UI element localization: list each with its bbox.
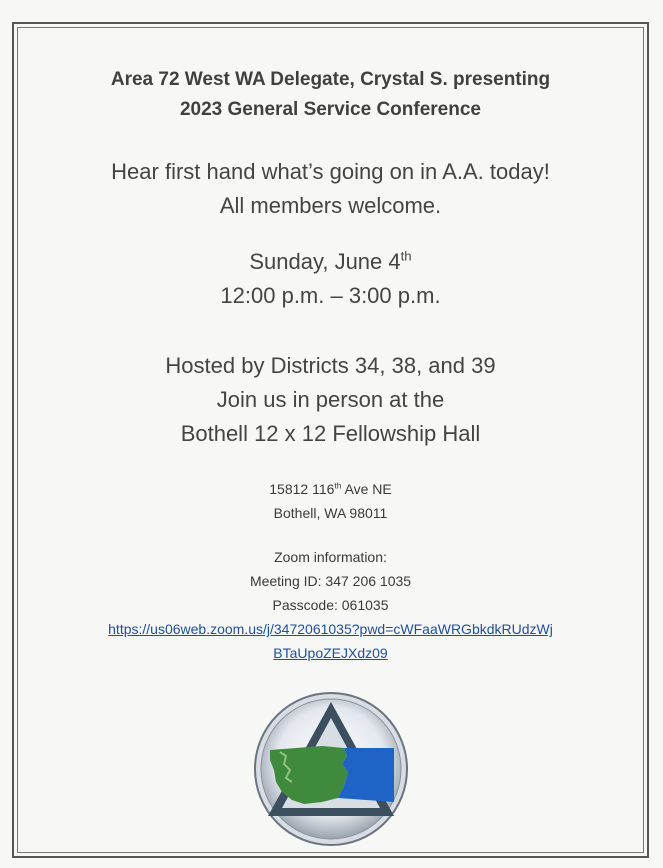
zoom-meeting-id: Meeting ID: 347 206 1035 [249, 573, 412, 589]
address-city: Bothell, WA 98011 [273, 505, 388, 521]
host-info [17, 349, 644, 451]
intro-line-1: Hear first hand what’s going on in A.A. today! [111, 159, 550, 184]
host-line-2: Join us in person at the [216, 387, 445, 412]
title-line-2: 2023 General Service Conference [179, 99, 481, 120]
flyer-content [17, 27, 644, 665]
host-line-1: Hosted by Districts 34, 38, and 39 [165, 353, 496, 378]
zoom-info [17, 545, 644, 665]
zoom-passcode: Passcode: 061035 [272, 597, 389, 613]
address-street [17, 477, 644, 501]
address [17, 477, 644, 525]
event-time: 12:00 p.m. – 3:00 p.m. [220, 283, 441, 308]
event-day: Sunday, June 4 [249, 249, 401, 274]
event-when [17, 245, 644, 313]
zoom-link-line-2[interactable]: BTaUpoZEJXdz09 [273, 645, 388, 661]
washington-map-triangle-logo-icon [252, 690, 410, 848]
intro-line-2: All members welcome. [219, 193, 442, 218]
zoom-link[interactable] [17, 617, 644, 665]
street-rest: Ave NE [341, 481, 392, 497]
street-suffix: th [334, 480, 342, 491]
title-line-1: Area 72 West WA Delegate, Crystal S. presenting [110, 69, 551, 90]
intro [17, 155, 644, 223]
host-line-3: Bothell 12 x 12 Fellowship Hall [180, 421, 481, 446]
zoom-link-line-1[interactable]: https://us06web.zoom.us/j/3472061035?pwd=cWFaaWRGbkdkRUdzWj [108, 621, 553, 637]
zoom-heading: Zoom information: [274, 549, 387, 565]
event-day-suffix: th [400, 248, 412, 264]
event-date [17, 245, 644, 279]
flyer-title [17, 65, 644, 125]
street-number: 15812 116 [269, 481, 335, 497]
